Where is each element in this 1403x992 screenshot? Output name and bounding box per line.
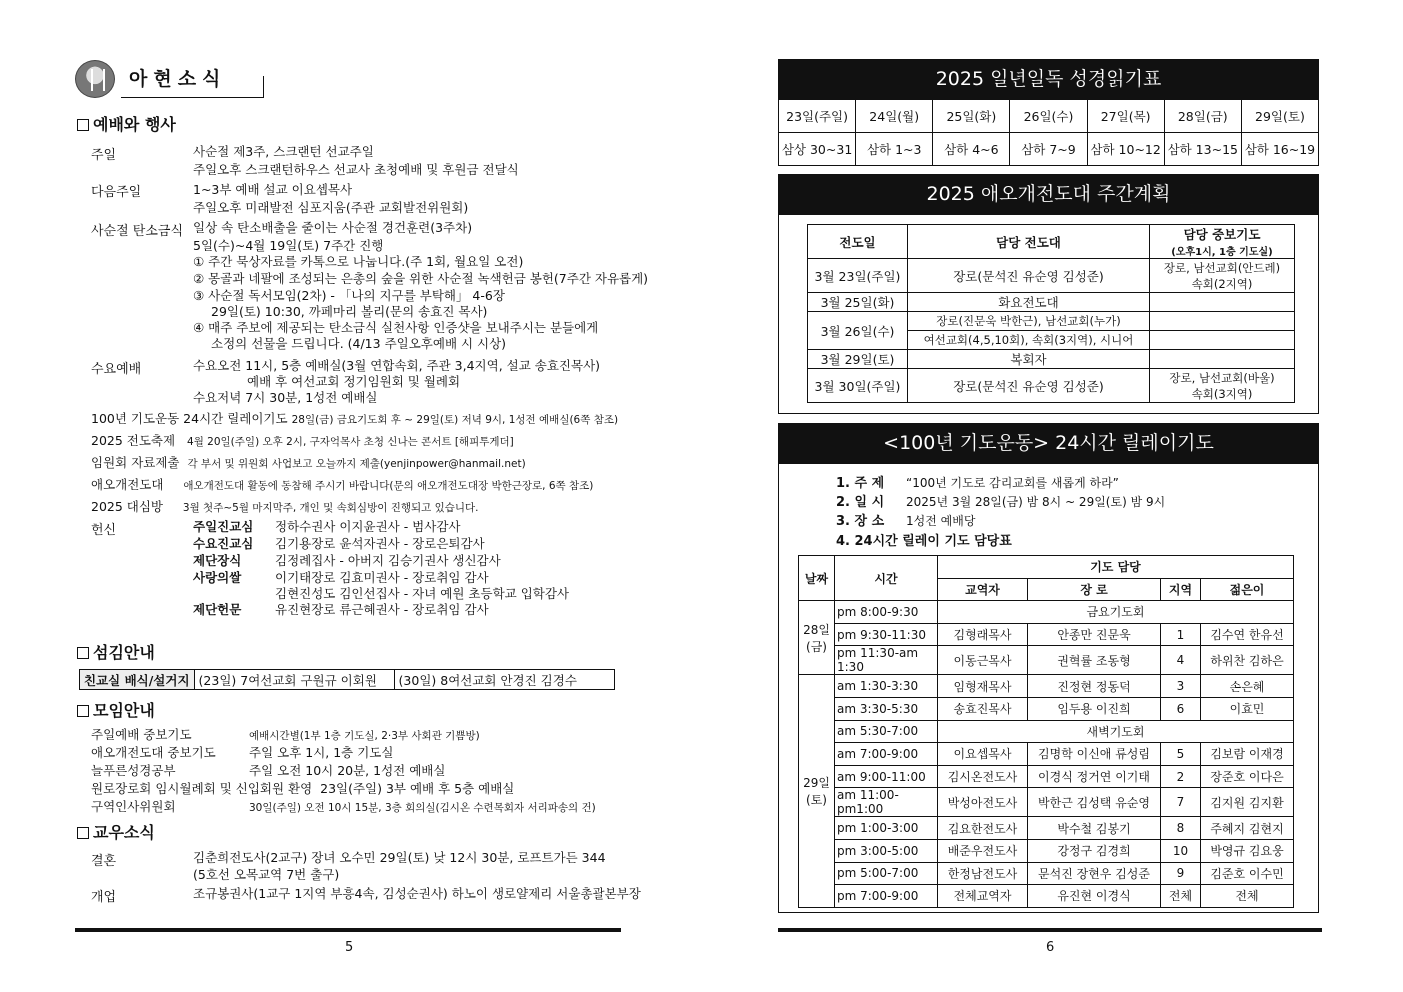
offering-row: 수요진교심 김기용장로 윤석자권사 - 장로은퇴감사 — [193, 536, 485, 551]
serving-bar — [79, 669, 615, 690]
time-cell: pm 11:30-am 1:30 — [835, 646, 938, 675]
offering-label: 헌신 — [91, 523, 117, 538]
time-cell: pm 7:00-9:00 — [835, 885, 938, 908]
item-label: 주일 — [91, 148, 117, 163]
col-header: 장 로 — [1028, 578, 1161, 601]
col-header: 지역 — [1161, 578, 1201, 601]
col-header: 교역자 — [938, 578, 1028, 601]
evangel-team: 화요전도대 — [908, 293, 1150, 312]
bottom-rule — [75, 928, 621, 932]
elder-cell: 유진현 이경식 — [1028, 885, 1161, 908]
evangel-team: 복회자 — [908, 350, 1150, 369]
evangel-team: 장로(진문욱 박한근), 남선교회(누가) — [908, 312, 1150, 331]
page-number: 6 — [1046, 940, 1055, 955]
day-cell: 29일 (토) — [799, 675, 835, 907]
item-line: 소정의 선물을 드립니다. (4/13 주일오후예배 시 시상) — [211, 336, 507, 351]
region-cell: 9 — [1161, 862, 1201, 885]
item-line: 29일(토) 10:30, 까페마리 볼리(문의 송효진 목사) — [211, 304, 488, 319]
meeting-row: 늘푸른성경공부 주일 오전 10시 20분, 1성전 예배실 — [91, 763, 446, 778]
merged-cell: 새벽기도회 — [938, 720, 1294, 743]
youth-cell: 김보람 이재경 — [1201, 743, 1294, 766]
evangel-table — [807, 224, 1295, 403]
region-cell: 10 — [1161, 839, 1201, 862]
youth-cell: 박영규 김요웅 — [1201, 839, 1294, 862]
col-header: 젊은이 — [1201, 578, 1294, 601]
evangel-date: 3월 29일(토) — [808, 350, 908, 369]
reading-cell: 삼하 10~12 — [1087, 133, 1164, 166]
serving-b: (30일) 8여선교회 안경진 김경수 — [398, 673, 577, 688]
col-header: 전도일 — [808, 225, 908, 259]
relay-info: 2. 일 시 2025년 3월 28일(금) 밤 8시 ~ 29일(토) 밤 9시 — [836, 495, 1166, 510]
time-cell: pm 5:00-7:00 — [835, 862, 938, 885]
item-line: 5일(수)~4월 19일(토) 7주간 진행 — [193, 238, 384, 253]
youth-cell: 주혜지 김현지 — [1201, 817, 1294, 840]
region-cell: 1 — [1161, 623, 1201, 646]
evangel-date: 3월 30일(주일) — [808, 369, 908, 403]
item-line: 일상 속 탄소배출을 줄이는 사순절 경건훈련(3주차) — [193, 220, 473, 235]
evangel-prayer: 장로, 남선교회(안드레) 속회(2지역) — [1150, 259, 1295, 293]
time-cell: am 3:30-5:30 — [835, 697, 938, 720]
col-header: 기도 담당 — [938, 556, 1294, 579]
youth-cell: 손은혜 — [1201, 675, 1294, 698]
relay-info: 3. 장 소 1성전 예배당 — [836, 514, 976, 529]
region-cell: 5 — [1161, 743, 1201, 766]
reading-cell: 삼하 1~3 — [856, 133, 933, 166]
event-visit: 2025 대심방 3월 첫주~5월 마지막주, 개인 및 속회심방이 진행되고 있습니다. — [91, 499, 479, 514]
region-cell: 6 — [1161, 697, 1201, 720]
section-worship: 예배와 행사 — [77, 112, 176, 135]
time-cell: pm 8:00-9:30 — [835, 601, 938, 624]
section-news: 교우소식 — [77, 820, 155, 843]
day-cell: 27일(목) — [1087, 100, 1164, 133]
meeting-row: 애오개전도대 중보기도 주일 오후 1시, 1층 기도실 — [91, 745, 394, 760]
evangel-prayer — [1150, 312, 1295, 331]
col-header: 날짜 — [799, 556, 835, 601]
item-line: 1~3부 예배 설교 이요셉목사 — [193, 182, 353, 197]
event-relay: 100년 기도운동 24시간 릴레이기도 28일(금) 금요기도회 후 ~ 29일(토) 저녁 9시, 1성전 예배실(6쪽 참조) — [91, 411, 619, 426]
region-cell: 전체 — [1161, 885, 1201, 908]
time-cell: am 11:00-pm1:00 — [835, 788, 938, 817]
evangel-prayer — [1150, 350, 1295, 369]
meeting-row: 구역인사위원회 30일(주일) 오전 10시 15분, 3층 회의실(김시온 수련목회자 서리파송의 건) — [91, 799, 596, 814]
page-number: 5 — [345, 940, 354, 955]
news-line: 김춘희전도사(2교구) 장녀 오수민 29일(토) 낮 12시 30분, 로프트가든 344 — [193, 850, 606, 865]
item-line: 수요오전 11시, 5층 예배실(3월 연합속회, 주관 3,4지역, 설교 송효진목사) — [193, 358, 601, 373]
youth-cell: 김지원 김지환 — [1201, 788, 1294, 817]
youth-cell: 김수연 한유선 — [1201, 623, 1294, 646]
reading-cell: 삼상 30~31 — [779, 133, 856, 166]
meeting-row: 원로장로회 임시월례회 및 신입회원 환영 23일(주일) 3부 예배 후 5층 예배실 — [91, 781, 515, 796]
time-cell: am 7:00-9:00 — [835, 743, 938, 766]
clergy-cell: 김형래목사 — [938, 623, 1028, 646]
region-cell: 4 — [1161, 646, 1201, 675]
offering-row: 제단헌문 유진현장로 류근혜권사 - 장로취임 감사 — [193, 602, 489, 617]
time-cell: pm 9:30-11:30 — [835, 623, 938, 646]
time-cell: pm 1:00-3:00 — [835, 817, 938, 840]
clergy-cell: 박성아전도사 — [938, 788, 1028, 817]
youth-cell: 김준호 이수민 — [1201, 862, 1294, 885]
elder-cell: 임두용 이진희 — [1028, 697, 1161, 720]
elder-cell: 김명학 이신애 류성림 — [1028, 743, 1161, 766]
item-line: 사순절 제3주, 스크랜턴 선교주일 — [193, 144, 374, 159]
evangel-date: 3월 23일(주일) — [808, 259, 908, 293]
page-header — [75, 58, 265, 100]
serving-label: 친교실 배식/설거지 — [80, 670, 195, 689]
relay-table — [798, 555, 1294, 908]
item-line: 수요저녁 7시 30분, 1성전 예배실 — [193, 390, 378, 405]
meeting-row: 주일예배 중보기도 예배시간별(1부 1층 기도실, 2·3부 사회관 기쁨방) — [91, 727, 480, 742]
evangel-prayer — [1150, 331, 1295, 350]
reading-cell: 삼하 7~9 — [1010, 133, 1087, 166]
left-page — [75, 0, 649, 992]
elder-cell: 안종만 진문욱 — [1028, 623, 1161, 646]
time-cell: am 1:30-3:30 — [835, 675, 938, 698]
clergy-cell: 이동근목사 — [938, 646, 1028, 675]
time-cell: am 5:30-7:00 — [835, 720, 938, 743]
elder-cell: 문석진 장현우 김성준 — [1028, 862, 1161, 885]
section-meet: 모임안내 — [77, 698, 155, 721]
item-line: 예배 후 여선교회 정기임원회 및 월례회 — [247, 374, 461, 389]
elder-cell: 진정현 정동덕 — [1028, 675, 1161, 698]
item-line: 주일오후 스크랜턴하우스 선교사 초청예배 및 후원금 전달식 — [193, 162, 519, 177]
elder-cell: 이경식 정거연 이기태 — [1028, 765, 1161, 788]
section-serve: 섬김안내 — [77, 640, 155, 663]
offering-row: 제단장식 김정례집사 - 아버지 김승기권사 생신감사 — [193, 553, 501, 568]
offering-row: 사랑의쌀 이기태장로 김효미권사 - 장로취임 감사 — [193, 570, 489, 585]
offering-row: 김현진성도 김인선집사 - 자녀 예원 초등학교 입학감사 — [275, 586, 570, 601]
merged-cell: 금요기도회 — [938, 601, 1294, 624]
bible-title: 2025 일년일독 성경읽기표 — [778, 59, 1319, 99]
clergy-cell: 배준우전도사 — [938, 839, 1028, 862]
event-evangel: 애오개전도대 애오개전도대 활동에 동참해 주시기 바랍니다(문의 애오개전도대장 박한근장로, 6쪽 참조) — [91, 477, 594, 492]
item-line: ③ 사순절 독서모임(2차) - 「나의 지구를 부탁해」 4-6장 — [193, 288, 505, 303]
clergy-cell: 전체교역자 — [938, 885, 1028, 908]
evangel-team: 여선교회(4,5,10회), 속회(3지역), 시니어 — [908, 331, 1150, 350]
church-logo-icon — [75, 60, 115, 98]
relay-info: 4. 24시간 릴레이 기도 담당표 — [836, 534, 1012, 549]
news-label: 결혼 — [91, 854, 117, 869]
reading-cell: 삼하 16~19 — [1241, 133, 1318, 166]
reading-cell: 삼하 4~6 — [933, 133, 1010, 166]
day-cell: 23일(주일) — [779, 100, 856, 133]
elder-cell: 박한근 김성택 유순영 — [1028, 788, 1161, 817]
serving-a: (23일) 7여선교회 구원규 이회원 — [195, 670, 395, 689]
news-line: (5호선 오목교역 7번 출구) — [193, 867, 340, 882]
clergy-cell: 김요한전도사 — [938, 817, 1028, 840]
clergy-cell: 이요셉목사 — [938, 743, 1028, 766]
news-label: 개업 — [91, 890, 117, 905]
region-cell: 8 — [1161, 817, 1201, 840]
elder-cell: 박수철 김봉기 — [1028, 817, 1161, 840]
reading-cell: 삼하 13~15 — [1164, 133, 1241, 166]
offering-row: 주일진교심 정하수권사 이지윤권사 - 범사감사 — [193, 519, 461, 534]
event-festival: 2025 전도축제 4월 20일(주일) 오후 2시, 구자억목사 초청 신나는 콘서트 [해피투게더] — [91, 433, 514, 448]
region-cell: 2 — [1161, 765, 1201, 788]
day-cell: 24일(월) — [856, 100, 933, 133]
item-line: ① 주간 묵상자료를 카톡으로 나눕니다.(주 1회, 월요일 오전) — [193, 254, 524, 269]
news-line: 조규봉권사(1교구 1지역 부흥4속, 김성순권사) 하노이 생로얄제리 서울총괄본부장 — [193, 886, 641, 901]
day-cell: 25일(화) — [933, 100, 1010, 133]
event-report: 임원회 자료제출 각 부서 및 위원회 사업보고 오늘까지 제출(yenjinpower@hanmail.net) — [91, 455, 526, 470]
region-cell: 3 — [1161, 675, 1201, 698]
col-header: 담당 전도대 — [908, 225, 1150, 259]
clergy-cell: 송효진목사 — [938, 697, 1028, 720]
day-cell: 28일 (금) — [799, 601, 835, 675]
elder-cell: 강정구 김경희 — [1028, 839, 1161, 862]
item-label: 수요예배 — [91, 362, 142, 377]
item-line: 주일오후 미래발전 심포지움(주관 교회발전위원회) — [193, 200, 469, 215]
clergy-cell: 김시온전도사 — [938, 765, 1028, 788]
col-header: 시간 — [835, 556, 938, 601]
col-header: 담당 중보기도 (오후1시, 1층 기도실) — [1150, 225, 1295, 259]
relay-info: 1. 주 제 “100년 기도로 감리교회를 새롭게 하라” — [836, 476, 1119, 491]
item-label: 다음주일 — [91, 185, 142, 200]
evangel-date: 3월 25일(화) — [808, 293, 908, 312]
time-cell: pm 3:00-5:00 — [835, 839, 938, 862]
elder-cell: 권혁률 조동형 — [1028, 646, 1161, 675]
youth-cell: 전체 — [1201, 885, 1294, 908]
evangel-date: 3월 26일(수) — [808, 312, 908, 350]
item-line: ② 몽골과 네팔에 조성되는 은총의 숲을 위한 사순절 녹색헌금 봉헌(7주간 자유롭게) — [193, 271, 649, 286]
day-cell: 26일(수) — [1010, 100, 1087, 133]
page-title: 아현소식 — [129, 68, 227, 90]
day-cell: 28일(금) — [1164, 100, 1241, 133]
youth-cell: 하위찬 김하은 — [1201, 646, 1294, 675]
time-cell: am 9:00-11:00 — [835, 765, 938, 788]
item-label: 사순절 탄소금식 — [91, 224, 184, 239]
evangel-team: 장로(문석진 유순영 김성준) — [908, 369, 1150, 403]
evangel-team: 장로(문석진 유순영 김성준) — [908, 259, 1150, 293]
right-page — [778, 0, 1322, 992]
evangel-prayer — [1150, 293, 1295, 312]
item-line: ④ 매주 주보에 제공되는 탄소금식 실천사항 인증샷을 보내주시는 분들에게 — [193, 320, 599, 335]
day-cell: 29일(토) — [1241, 100, 1318, 133]
youth-cell: 이효민 — [1201, 697, 1294, 720]
clergy-cell: 임형재목사 — [938, 675, 1028, 698]
relay-title: <100년 기도운동> 24시간 릴레이기도 — [778, 423, 1319, 463]
region-cell: 7 — [1161, 788, 1201, 817]
clergy-cell: 한정남전도사 — [938, 862, 1028, 885]
bible-table — [778, 99, 1319, 166]
evangel-title: 2025 애오개전도대 주간계획 — [778, 174, 1319, 214]
evangel-prayer: 장로, 남선교회(바울) 속회(3지역) — [1150, 369, 1295, 403]
bottom-rule — [778, 928, 1322, 932]
youth-cell: 장준호 이다은 — [1201, 765, 1294, 788]
